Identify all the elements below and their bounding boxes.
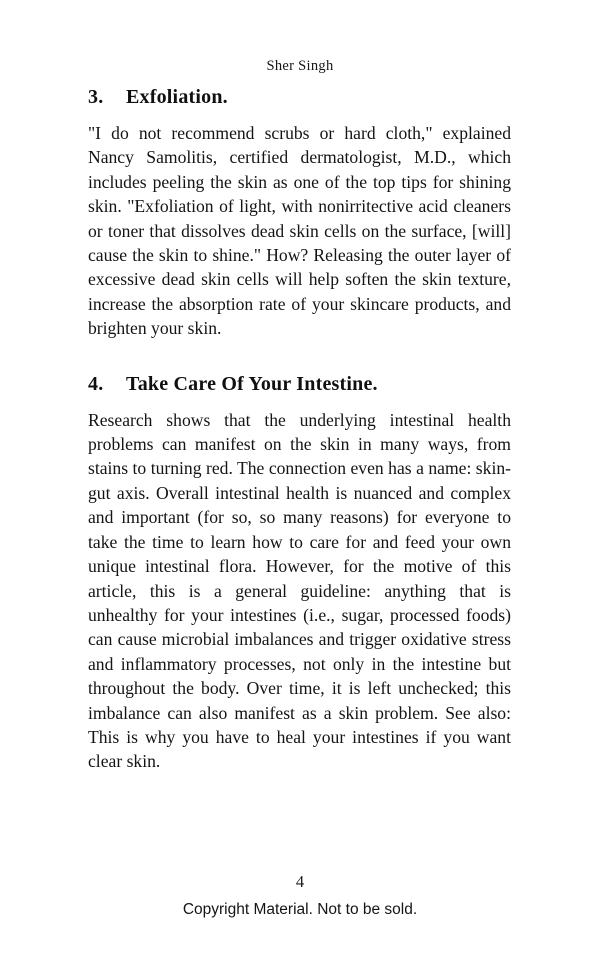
copyright-notice: Copyright Material. Not to be sold. (182, 901, 418, 918)
running-header-author: Sher Singh (266, 58, 334, 74)
section-number: 4. (88, 372, 104, 395)
page-number: 4 (295, 872, 305, 891)
page-content (88, 86, 511, 774)
section-title: Exfoliation. (126, 86, 228, 108)
section-paragraph: "I do not recommend scrubs or hard cloth," explained Nancy Samolitis, certified dermatologist, M.D., which includes peeling the skin as one of the top tips for shining skin. "Exfoliation of light, with nonirritective acid cleaners or toner that dissolves dead skin cells on the surface, [will] cause the skin to shine." How? Releasing the outer layer of excessive dead skin cells will help soften the skin texture, increase the absorption rate of your skincare products, and brighten your skin. (88, 123, 511, 339)
section-intestine (88, 373, 511, 774)
section-heading (88, 373, 511, 396)
section-title: Take Care Of Your Intestine. (126, 372, 378, 395)
section-number: 3. (88, 86, 104, 108)
section-heading (88, 86, 511, 109)
section-paragraph: Research shows that the underlying intestinal health problems can manifest on the skin in many ways, from stains to turning red. The connection even has a name: skin-gut axis. Overall intestinal health is nuanced and complex and important (for so, so many reasons) for everyone to take the time to learn how to care for and feed your own unique intestinal flora. However, for the motive of this article, this is a general guideline: anything that is unhealthy for your intestines (i.e., sugar, processed foods) can cause microbial imbalances and trigger oxidative stress and inflammatory processes, not only in the intestine but throughout the body. Over time, it is left unchecked; this imbalance can also manifest as a skin problem. See also: This is why you have to heal your intestines if you want clear skin. (88, 409, 511, 772)
section-exfoliation (88, 86, 511, 341)
